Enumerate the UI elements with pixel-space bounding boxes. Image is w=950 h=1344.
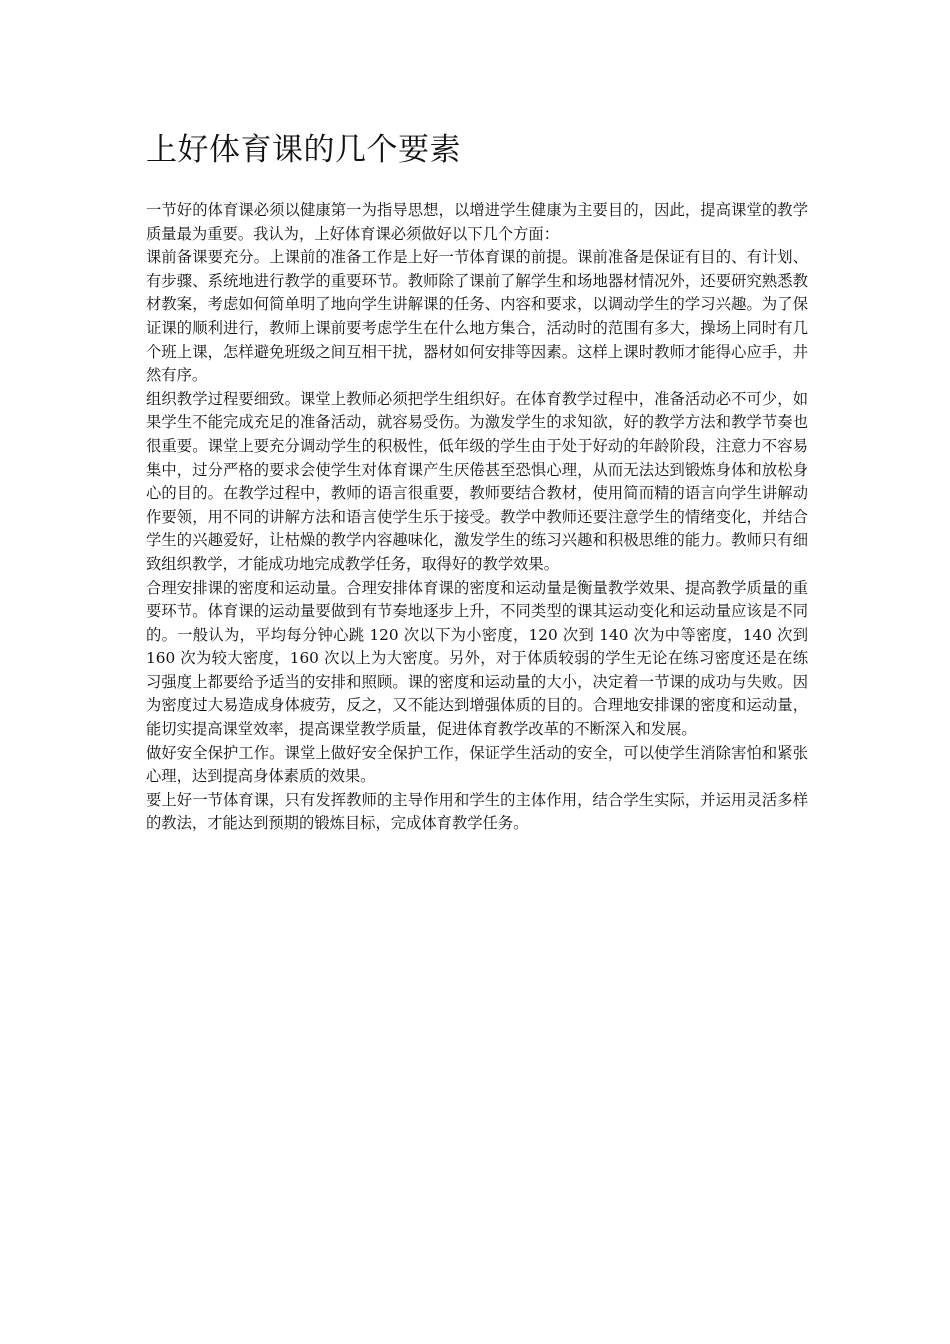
paragraph-lesson-preparation: 课前备课要充分。上课前的准备工作是上好一节体育课的前提。课前准备是保证有目的、有计划、有步骤、系统地进行教学的重要环节。教师除了课前了解学生和场地器材情况外，还要研究熟悉教材教案，考虑如何简单明了地向学生讲解课的任务、内容和要求，以调动学生的学习兴趣。为了保证课的顺利进行，教师上课前要考虑学生在什么地方集合，活动时的范围有多大，操场上同时有几个班上课，怎样避免班级之间互相干扰，器材如何安排等因素。这样上课时教师才能得心应手，井然有序。 (146, 248, 808, 385)
paragraph-safety: 做好安全保护工作。课堂上做好安全保护工作，保证学生活动的安全，可以使学生消除害怕和紧张心理，达到提高身体素质的效果。 (146, 743, 808, 786)
document-title: 上好体育课的几个要素 (146, 132, 461, 168)
document-body (146, 199, 808, 836)
paragraph-density-and-load: 合理安排课的密度和运动量。合理安排体育课的密度和运动量是衡量教学效果、提高教学质量的重要环节。体育课的运动量要做到有节奏地逐步上升，不同类型的课其运动变化和运动量应该是不同的。一般认为，平均每分钟心跳 120 次以下为小密度，120 次到 140 次为中等密度，140 次到 160 次为较大密度，160 次以上为大密度。另外，对于体质较弱的学生无论在练习密度还是在练习强度上都要给予适当的安排和照顾。课的密度和运动量的大小，决定着一节课的成功与失败。因为密度过大易造成身体疲劳，反之，又不能达到增强体质的目的。合理地安排课的密度和运动量，能切实提高课堂效率，提高课堂教学质量，促进体育教学改革的不断深入和发展。 (146, 578, 808, 739)
paragraph-intro: 一节好的体育课必须以健康第一为指导思想，以增进学生健康为主要目的，因此，提高课堂的教学质量最为重要。我认为，上好体育课必须做好以下几个方面： (146, 201, 808, 243)
paragraph-conclusion: 要上好一节体育课，只有发挥教师的主导作用和学生的主体作用，结合学生实际，并运用灵活多样的教法，才能达到预期的锻炼目标，完成体育教学任务。 (146, 790, 808, 833)
paragraph-organize-teaching: 组织教学过程要细致。课堂上教师必须把学生组织好。在体育教学过程中，准备活动必不可少，如果学生不能完成充足的准备活动，就容易受伤。为激发学生的求知欲，好的教学方法和教学节奏也很重要。课堂上要充分调动学生的积极性，低年级的学生由于处于好动的年龄阶段，注意力不容易集中，过分严格的要求会使学生对体育课产生厌倦甚至恐惧心理，从而无法达到锻炼身体和放松身心的目的。在教学过程中，教师的语言很重要，教师要结合教材，使用简而精的语言向学生讲解动作要领，用不同的讲解方法和语言使学生乐于接受。教学中教师还要注意学生的情绪变化，并结合学生的兴趣爱好，让枯燥的教学内容趣味化，激发学生的练习兴趣和积极思维的能力。教师只有细致组织教学，才能成功地完成教学任务，取得好的教学效果。 (146, 389, 808, 573)
